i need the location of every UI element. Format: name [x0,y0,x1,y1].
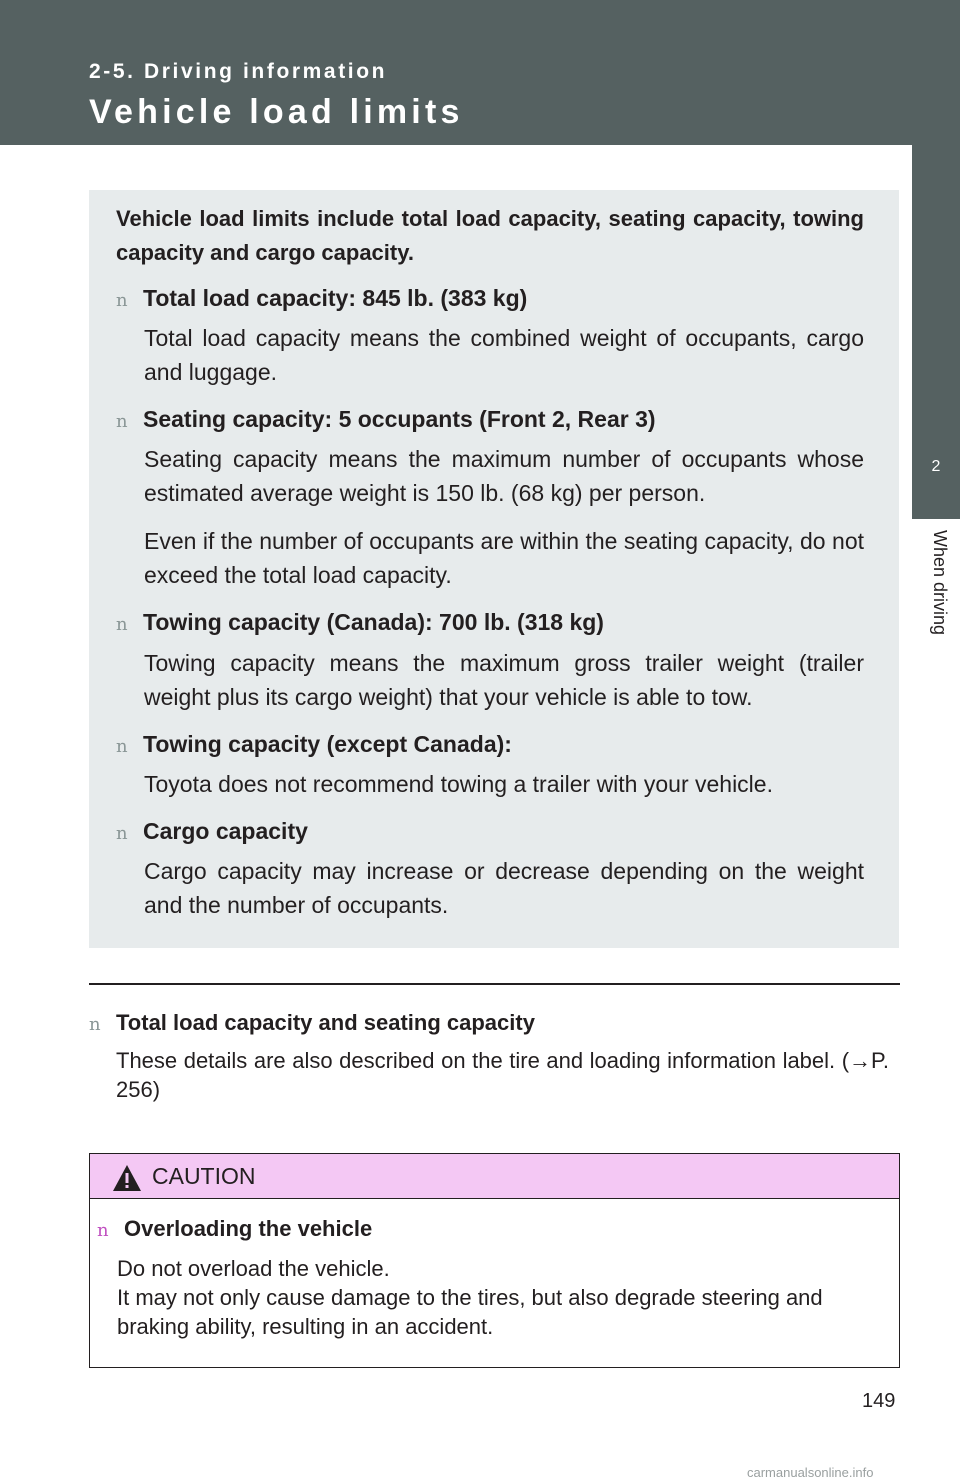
bullet-icon: n [89,1014,101,1035]
watermark: carmanualsonline.info [747,1465,874,1480]
side-tab-band [912,0,960,415]
chapter-caption: When driving [930,530,950,636]
caution-heading [97,1216,372,1242]
item-text: Toyota does not recommend towing a trailer with your vehicle. [144,771,773,797]
caution-line: It may not only cause damage to the tires, but also degrade steering and braking ability, resulting in an accident. [117,1285,823,1339]
bullet-icon: n [116,411,128,432]
item-heading-towing-canada [116,609,604,636]
item-text: Total load capacity means the combined weight of occupants, cargo and luggage. [144,325,864,385]
item-heading-seating [116,406,656,433]
item-text: Towing capacity means the maximum gross trailer weight (trailer weight plus its cargo weight) that your vehicle is able to tow. [144,650,864,710]
item-text: Even if the number of occupants are within the seating capacity, do not exceed the total load capacity. [144,528,864,588]
item-heading-towing-except-canada [116,731,512,758]
bullet-icon: n [116,290,128,311]
item-text: Seating capacity means the maximum number of occupants whose estimated average weight is 150 lb. (68 kg) per person. [144,446,864,506]
caution-line: Do not overload the vehicle. [117,1256,390,1281]
caution-title: CAUTION [152,1163,256,1189]
item-heading-text: Towing capacity (Canada): 700 lb. (318 kg) [143,609,604,635]
page-header [0,0,960,145]
page-title: Vehicle load limits [89,93,464,131]
note-heading-text: Total load capacity and seating capacity [116,1010,535,1035]
item-text: Cargo capacity may increase or decrease depending on the weight and the number of occupants. [144,858,864,918]
note-heading [89,1010,535,1036]
bullet-icon: n [116,736,128,757]
caution-heading-text: Overloading the vehicle [124,1216,373,1241]
item-heading-text: Seating capacity: 5 occupants (Front 2, Rear 3) [143,406,656,432]
page-number: 149 [862,1390,896,1412]
warning-icon [111,1163,143,1193]
item-heading-total-load [116,285,527,312]
divider [89,983,900,985]
item-heading-text: Cargo capacity [143,818,308,844]
caution-box [89,1153,900,1368]
bullet-icon: n [97,1220,109,1241]
chapter-tab[interactable] [912,415,960,519]
bullet-icon: n [116,823,128,844]
caution-header [90,1154,899,1199]
chapter-number: 2 [931,458,941,475]
bullet-icon: n [116,614,128,635]
item-heading-text: Towing capacity (except Canada): [143,731,512,757]
item-heading-text: Total load capacity: 845 lb. (383 kg) [143,285,528,311]
item-heading-cargo [116,818,308,845]
caution-text [117,1254,897,1341]
note-text: These details are also described on the tire and loading information label. (→P. 256) [116,1048,889,1102]
summary-intro: Vehicle load limits include total load capacity, seating capacity, towing capacity and cargo capacity. [116,206,864,265]
section-label: 2-5. Driving information [89,60,388,83]
